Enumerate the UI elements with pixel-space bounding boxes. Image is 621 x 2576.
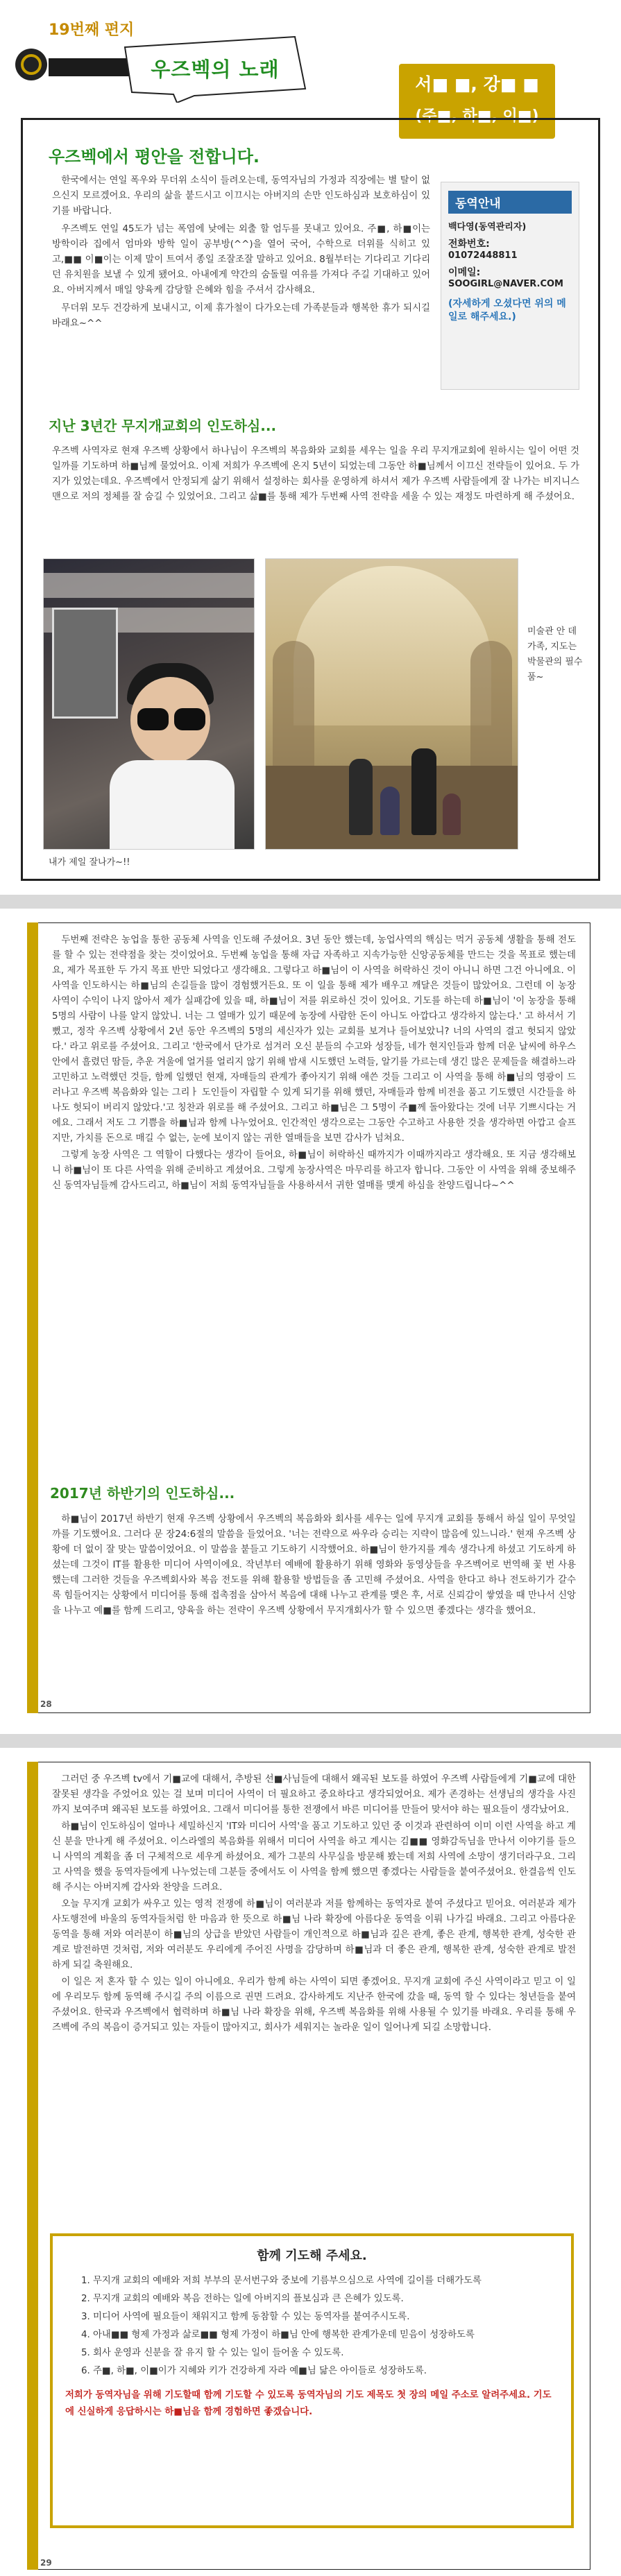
section-body-past: 우즈벡 사역자로 현재 우즈벡 상황에서 하나님이 우즈벡의 복음화와 교회를 세우는 일을 우리 무지개교회에 원하시는 일이 어떤 것일까를 기도하며 하■님께 물었어요. 이제 저희가 우즈벡에 온지 5년이 되었는데 그동안 하■님께서 이끄신 전략들이 있어요. 두 가지가 있었는데요. 우즈벡에서 안정되게 삶기 위해서 설정하는 회사를 운영하게 하셔서 제가 우즈벡 사람들에게 잘 나가는 비지니스맨으로 저의 정체를 잘 숨길 수 있었어요. 그리고 삶■를 통해 제가 두번째 사역 전략을 세울 수 있는 재정도 마련하게 해 주셨어요.: [52, 446, 579, 502]
page-number: 29: [40, 2558, 52, 2568]
phone-number: 01072448811: [448, 250, 518, 261]
prayer-item: 2. 무지개 교회의 예배와 복음 전하는 일에 아버지의 플보심과 큰 은혜가 있도록.: [93, 2292, 559, 2307]
prayer-item: 5. 회사 운영과 신분을 잘 유지 할 수 있는 일이 들어올 수 있도록.: [93, 2346, 559, 2361]
body-paragraph: 두번째 전략은 농업을 통한 공동체 사역을 인도해 주셨어요. 3년 동안 했는데, 농업사역의 핵심는 먹거 공동체 생활을 통해 전도를 할 수 있는 전략점을 찾는 것이었어요. 두번째 농업을 통해 자급 자족하고 지속가능한 신앙공동체를 만드는 것을 목표로 했는데요, 제가 목표한 두 가지 목표 반만 되었다고 생각해요. 그렇다고 하■님이 이 사역을 허락하신 것이 아니니 하면 그건 아니에요. 이 사역을 인도하시는 하■님의 손길들을 많이 경험했거든요. 또 이 일을 통해 제가 배우고 깨달은 것들이 많았어요. 그런데 이 농장 사역이 수익이 나지 않아서 제가 실패감에 있을 때, 하■님이 저를 위로하신 것이 있어요. 기도를 하는데 하■님이 '이 농장을 통해 5명의 사람이 나를 알지 않았니. 너는 그 열매가 있기 때문에 농장에 사람한 돈이 아니도 아깝다고 생각하지 않는다.' 고 하셔서 기뻤고, 정작 우즈벡 상황에서 2년 동안 우즈벡의 5명의 세신자가 있는 교회를 보겨나 들어보았니? 너의 사역의 결고 헛되지 않았다.' 라고 위로를 주셨어요. 그리고 '한국에서 단가로 섬겨러 오신 분들의 수고와 성장들, 네가 현지인들과 함께 더운 날씨에 하우스 안에서 흘렸던 땀들, 추운 겨울에 얼거를 얼리지 않기 위해 밤새 시도했던 노력들, 알기를 가르는데 생긴 많은 문제들을 해결하느라 고민하고 노력했던 것들, 함께 일했던 현재, 자매들의 관계가 좋아지기 위해 애쓴 것들 그리고 이 사역을 통해 하■님의 영광이 드러나고 우즈벡 복음화와 일는 그리ㅏ 도인들이 자립할 수 있게 되기를 위해 했던, 자매들과 함께 비전을 품고 기도했던 시간들을 하나도 헛되이 버리지 않았다.'고 칭찬과 위로를 해 주셨어요. 그리고 하■님은 그 5명이 주■께 돌아왔다는 것에 너무 기쁘시다는 거에요. 그래서 저도 그 기쁨을 하■님과 함께 나누었어요. 인간적인 생각으로는 그동안 수고하고 사용한 것을 생각하면 아깝고 슬프지만, 가치를 돈으로 매길 수 없는, 눈에 보이지 않는 귀한 열매들을 보면 감사가 넘쳐요.: [52, 935, 576, 1144]
author-family: (주■, 하■, 이■): [415, 108, 539, 125]
section-body-2017: [52, 1512, 576, 1619]
body-paragraph: 하■님이 인도하심이 얼마나 세밀하신지 'IT와 미디어 사역'을 품고 기도하고 있던 중 이것과 관련하여 이미 이런 사역을 하고 계신 분을 만나게 해 주셨어요. 이스라엘의 복음화를 위해서 미디어 사역을 하고 계시는 김■■ 영화감독님을 만나서 이야기를 들으니 사역의 계획을 좀 더 구체적으로 세우게 하셨어요. 제가 그분의 사무실을 방문해 봤는데 저희 사역에 소망이 생기더라구요. 그리고 사역을 했을 동역자들에게 나누었는데 그분들 중에서도 이 사역을 함께 했으면 좋겠다는 사람들을 붙여주셨어요. 한결음씩 인도해 주시는 아버지께 감사와 찬양을 드려요.: [52, 1821, 576, 1893]
page-number: 28: [40, 1699, 52, 1709]
photo-caption-museum: 미술관 안 데가족, 지도는 박물관의 필수품~: [527, 626, 583, 682]
newsletter-page-1: [0, 0, 621, 895]
body-paragraph: 이 일은 저 혼자 할 수 있는 일이 아니에요. 우리가 함께 하는 사역이 되면 좋겠어요. 무지개 교회에 주신 사역이라고 믿고 이 일에 우리모두 함께 동역해 주시길 주의 이름으로 권면 드려요. 감사하게도 지난주 한국에 갔을 때, 동역 할 수 있다는 청년들을 붙여주셨어요. 한국과 우즈벡에서 협력하며 하■님 나라 확장을 위해, 우즈벡 복음화를 위해 사용될 수 있기를 바래요. 우리를 통해 우즈벡에 주의 복음이 증거되고 있는 자들이 많아지고, 회사가 세워지는 놀라운 일이 일어나게 되길 소망합니다.: [52, 1977, 576, 2033]
intro-paragraph: 무더위 모두 건강하게 보내시고, 이제 휴가철이 다가오는데 가족분들과 행복한 휴가 되시길 바래요~^^: [52, 303, 430, 329]
intro-text: [52, 173, 430, 334]
body-paragraph: 오늘 무지개 교회가 싸우고 있는 영적 전쟁에 하■님이 여러분과 저를 함께하는 동역자로 붙여 주셨다고 믿어요. 여러분과 제가 사도행전에 바울의 동역자들처럼 한 마음과 한 뜻으로 하■님 나라 확장에 아름다운 동역을 이뤄 나가길 바래요. 그리고 아름다운 동역을 통해 저와 여러분이 하■님의 상급을 받았던 사람들이 개인적으로 하■님과 깊은 관계, 좋은 관계, 행복한 관계, 성숙한 관계로 발전하면 것처럼, 저와 여러분도 우리에게 주어진 사명을 감당하며 하■님과 더 좋은 관계, 행복한 관계, 성숙한 관계로 발전하게 되길 축원해요.: [52, 1899, 576, 1970]
page-gap: [0, 1734, 621, 1748]
intro-paragraph: 한국에서는 연일 폭우와 무더위 소식이 들려오는데, 동역자님의 가정과 직장에는 별 탈이 없으신지 모르겠어요. 우리의 삶을 붙드시고 이끄시는 아버지의 손만 인도하심과 보호하심이 있기를 바랍니다.: [52, 175, 430, 216]
photo-child-sunglasses: [43, 558, 255, 850]
intro-paragraph: 우즈벡도 연일 45도가 넘는 폭염에 낮에는 외출 할 엄두를 못내고 있어요. 주■, 하■이는 방학이라 집에서 엄마와 방학 일이 공부방(^^)을 열어 국어, 수학으로 더위를 식히고 있고,■■ 이■이는 이제 말이 트여서 종일 조잘조잘 말하고 있어요. 8월부터는 기다리고 기다리던 유치원을 보낼 수 있게 됐어요. 아내에게 약간의 숨돌릴 여유를 가져다 주길 기대하고 있어요. 아버지께서 매일 양육케 감당할 은혜와 힘을 주셔서 감사해요.: [52, 224, 430, 295]
partnership-sidebar: [441, 182, 579, 390]
email-label: 이메일:: [448, 267, 481, 278]
phone-label: 전화번호:: [448, 239, 490, 250]
logo-icon: [15, 49, 47, 80]
contact-name: 백다영(동역관리자): [448, 222, 527, 232]
newsletter-page-3: [0, 1748, 621, 2576]
newsletter-page-2: [0, 909, 621, 1734]
prayer-title: 함께 기도해 주세요.: [257, 2249, 367, 2263]
sidebar-header: 동역안내: [448, 191, 572, 214]
body-paragraph: 그러던 중 우즈벡 tv에서 기■교에 대해서, 추방된 선■사님들에 대해서 왜곡된 보도를 하였어 우즈벡 사람들에게 기■교에 대한 잘못된 생각을 주었어요 있는 걸 보며 미디어 사역이 더 필요하고 중요하다고 생각되었어요. 제가 존경하는 선생님의 생각을 사진까지 보여주며 왜곡된 보도를 하였어요. 그래서 미디어를 통한 전쟁에서 바른 미디어를 만들어 맞서야 하는 필요들이 생각났어요.: [52, 1774, 576, 1815]
email-address[interactable]: SOOGIRL@NAVER.COM: [448, 279, 563, 289]
sidebar-note: (자세하게 오셨다면 위의 메일로 해주세요.): [448, 298, 566, 323]
prayer-item: 1. 무지개 교회의 예배와 저희 부부의 문서번구와 중보에 기름부으심으로 사역에 길이를 더해가도록: [93, 2274, 559, 2289]
series-tag: 19번째 편지: [49, 22, 135, 39]
newsletter-title: 우즈벡의 노래: [151, 58, 280, 81]
section-title-past: 지난 3년간 무지개교회의 인도하심...: [49, 418, 277, 434]
greeting-title: 우즈벡에서 평안을 전합니다.: [49, 147, 260, 166]
photo-caption-child: 내가 제일 잘나가~!!: [49, 857, 130, 868]
prayer-note: 저희가 동역자님을 위해 기도할때 함께 기도할 수 있도록 동역자님의 기도 제목도 첫 장의 메일 주소로 알려주세요. 기도에 신실하게 응답하시는 하■님을 함께 경험하면 좋겠습니다.: [65, 2390, 552, 2417]
body-paragraph: 하■님이 2017년 하반기 현재 우즈벡 상황에서 우즈벡의 복음화와 회사를 세우는 일에 무지개 교회를 통해서 하실 일이 무엇일까를 기도했어요. 그러다 문 장24:6절의 말씀을 들었어요. '너는 전략으로 싸우라 승리는 지략이 많음에 있느니라.' 현재 우즈벡 상황에 더 없이 잘 맞는 말씀이었어요. 이 말씀을 붙들고 기도하기 시작했어요. 하■님이 한가지를 계속 생각나게 하셨고 기도하게 하셨는데 그것이 IT를 활용한 미디어 사역이에요. 작년부터 예배에 활용하기 위해 영화와 동영상들을 우즈벡어로 번역해 꽃 번 사용했는데 그러한 것들을 우즈벡회사와 복음 전도를 위해 활용할 방법들을 좀 고민해 주셨어요. 사역을 한다고 하나 전도하기가 갈수록 힘들어지는 상황에서 미디어를 통해 접촉점을 삼아서 복음에 대해 나누고 관계를 맺은 후, 서로 신뢰감이 쌓였을 때 만나서 신앙을 나누고 예■를 함께 드리고, 양육을 하는 전략이 우즈벡 상황에서 무지개회사가 할 수 있으면 좋겠다는 생각을 했어요.: [52, 1514, 576, 1616]
media-ministry-text: [52, 1772, 576, 2037]
photo-family-museum: [265, 558, 518, 850]
author-name: 서■ ■, 강■ ■: [415, 74, 539, 94]
prayer-item: 4. 아내■■ 형제 가정과 삶로■■ 형제 가정이 하■님 안에 행복한 관계가운데 믿음이 성장하도록: [93, 2328, 559, 2343]
body-paragraph: 그렇게 농장 사역은 그 역할이 다했다는 생각이 들어요, 하■님이 허락하신 때까지가 이때까지라고 생각해요. 또 지금 생각해보니 하■님이 또 다른 사역을 위해 준비하고 계셨어요. 그렇게 농장사역은 마무리를 하고자 합니다. 그동안 이 사역을 위해 중보해주신 동역자님들께 감사드리고, 하■님이 저희 동역자님들을 사용하셔서 귀한 열매를 맺게 하심을 찬양드립니다~^^: [52, 1150, 576, 1191]
section-title-2017: 2017년 하반기의 인도하심...: [50, 1485, 235, 1502]
prayer-list: [65, 2274, 559, 2379]
prayer-item: 3. 미디어 사역에 필요들이 채워지고 함께 동참할 수 있는 동역자를 붙여주시도록.: [93, 2310, 559, 2325]
prayer-request-box: [50, 2233, 574, 2528]
farm-ministry-text: [52, 933, 576, 1195]
prayer-item: 6. 주■, 하■, 이■이가 지혜와 키가 건강하게 자라 예■님 닮은 아이들로 성장하도록.: [93, 2364, 559, 2379]
